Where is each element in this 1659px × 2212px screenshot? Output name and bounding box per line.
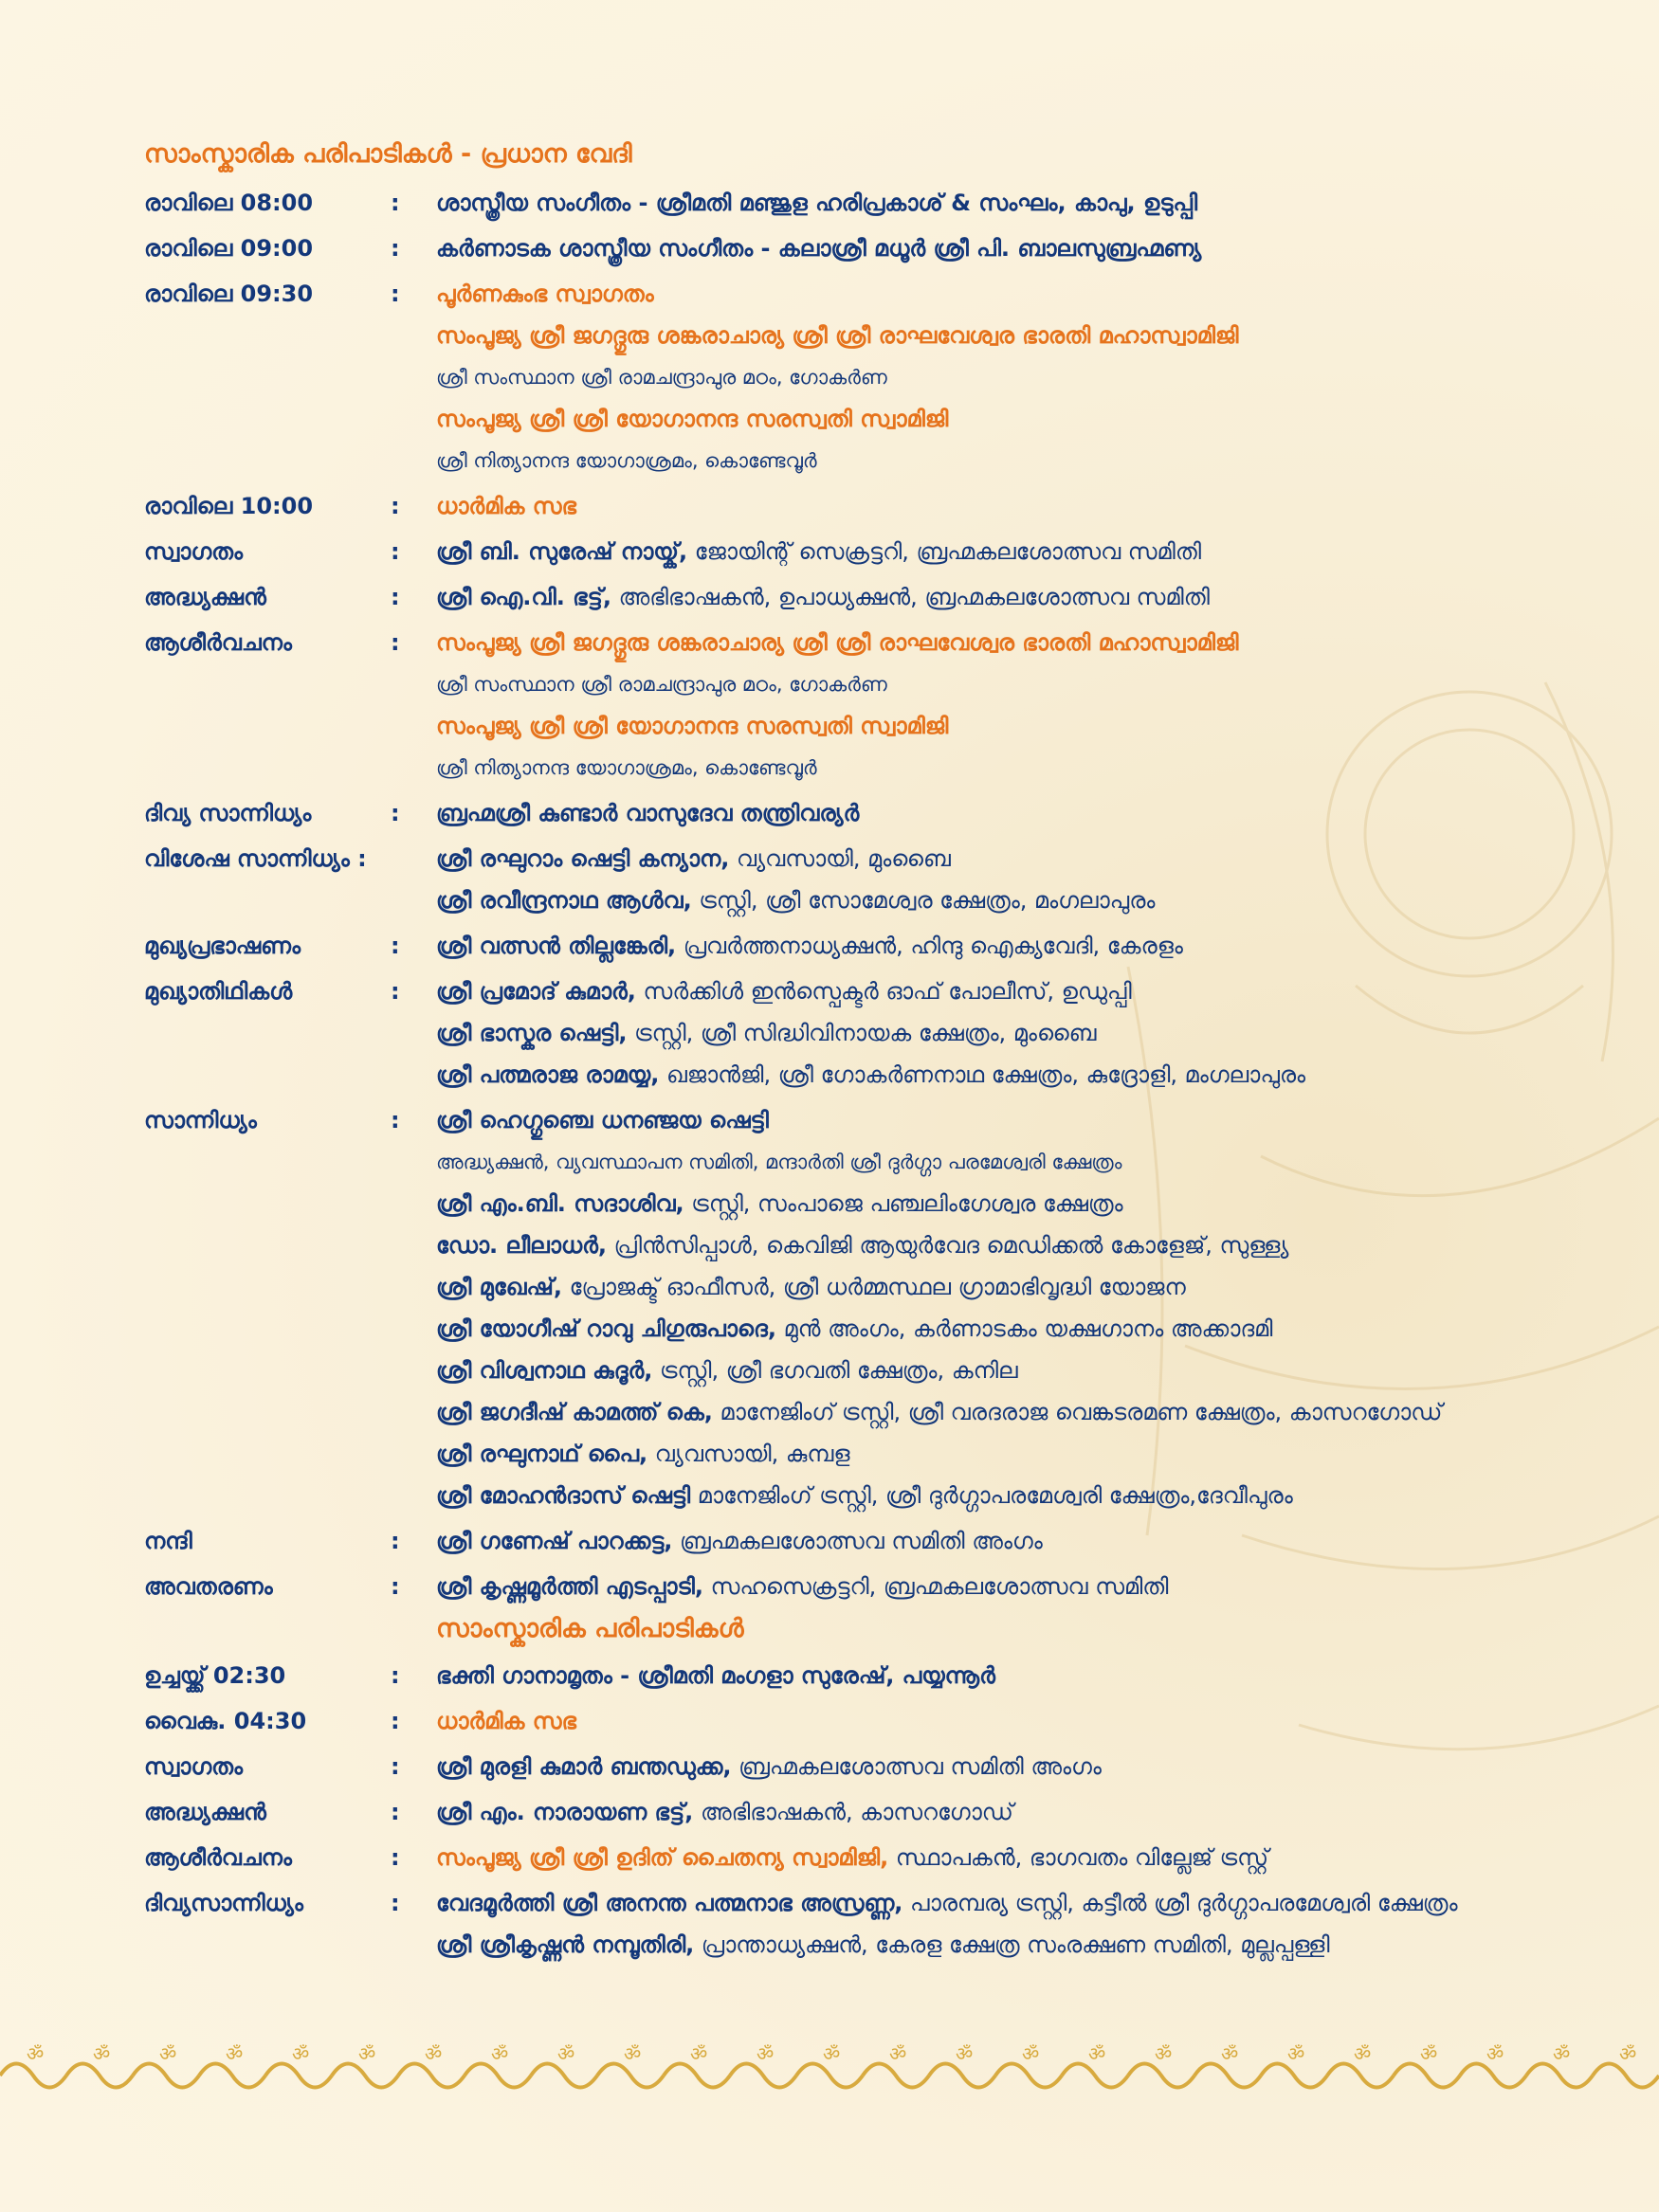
section-heading: സാംസ്കാരിക പരിപാടികൾ - പ്രധാന വേദി xyxy=(144,139,632,169)
line-name: ശ്രീ ബി. സുരേഷ് നായ്ക്, xyxy=(436,538,688,565)
row-line xyxy=(436,485,1547,527)
row-separator: : xyxy=(391,1573,400,1600)
schedule-row xyxy=(144,622,1547,789)
row-content xyxy=(436,1520,1547,1562)
schedule-row xyxy=(144,273,1547,481)
row-line xyxy=(436,356,1547,398)
om-symbol-icon: ॐ xyxy=(956,2042,974,2065)
row-line xyxy=(436,1655,1547,1696)
line-name: ശ്രീ മോഹൻദാസ് ഷെട്ടി xyxy=(436,1482,691,1509)
row-separator: : xyxy=(391,933,400,959)
row-line xyxy=(436,273,1547,315)
row-label: ആശീർവചനം xyxy=(144,1844,292,1871)
row-separator: : xyxy=(391,629,400,656)
line-detail: പ്രോജക്ട് ഓഫീസർ, ശ്രീ ധർമ്മസ്ഥല ഗ്രാമാഭിവൃദ്ധി യോജന xyxy=(562,1274,1186,1300)
line-detail: അഭിഭാഷകൻ, ഉപാധ്യക്ഷൻ, ബ്രഹ്മകലശോത്സവ സമിതി xyxy=(611,584,1210,610)
border-wave xyxy=(199,2064,265,2088)
line-name: സംപൂജ്യ ശ്രീ ശ്രീ ഉദിത് ചൈതന്യ സ്വാമിജി, xyxy=(436,1844,889,1871)
om-symbol-icon: ॐ xyxy=(1287,2042,1305,2065)
line-detail: ബ്രഹ്മകലശോത്സവ സമിതി അംഗം xyxy=(672,1528,1043,1554)
row-line xyxy=(436,182,1547,224)
om-symbol-icon: ॐ xyxy=(823,2042,841,2065)
row-line xyxy=(436,792,1547,834)
row-line xyxy=(436,1566,1547,1607)
schedule-row xyxy=(144,1099,1547,1516)
om-symbol-icon: ॐ xyxy=(159,2042,177,2065)
schedule-row xyxy=(144,1700,1547,1742)
line-name: ഭക്തി ഗാനാമൃതം - ശ്രീമതി മംഗളാ സുരേഷ്, പയ്യന്നൂർ xyxy=(436,1662,995,1689)
line-detail: മുൻ അംഗം, കർണാടകം യക്ഷഗാനം അക്കാദമി xyxy=(775,1315,1273,1342)
row-label: രാവിലെ 08:00 xyxy=(144,190,314,216)
border-wave xyxy=(1062,2064,1128,2088)
line-name: ശ്രീ വിശ്വനാഥ കുദൂർ, xyxy=(436,1357,653,1384)
row-content xyxy=(436,1099,1547,1516)
line-name: ശ്രീ രവീന്ദ്രനാഥ ആൾവ, xyxy=(436,887,692,914)
border-wave xyxy=(730,2064,796,2088)
line-name: ശ്രീ രഘുറാം ഷെട്ടി കന്യാന, xyxy=(436,845,730,872)
decorative-om-border xyxy=(0,2038,1659,2094)
line-name: ശ്രീ ജഗദീഷ് കാമത്ത് കെ, xyxy=(436,1399,713,1425)
border-wave xyxy=(796,2064,863,2088)
om-symbol-icon: ॐ xyxy=(1553,2042,1571,2065)
line-detail: ശ്രീ സംസ്ഥാന ശ്രീ രാമചന്ദ്രാപുര മഠം, ഗോകർണ xyxy=(436,366,887,389)
border-wave xyxy=(929,2064,995,2088)
row-line xyxy=(436,1350,1547,1391)
row-separator: : xyxy=(391,800,400,826)
row-line xyxy=(436,1391,1547,1433)
line-name: ശ്രീ എം. നാരായണ ഭട്ട്, xyxy=(436,1799,694,1825)
row-line xyxy=(436,970,1547,1012)
om-symbol-icon: ॐ xyxy=(1619,2042,1637,2065)
om-symbol-icon: ॐ xyxy=(1022,2042,1040,2065)
row-line xyxy=(436,879,1547,921)
row-label: സാന്നിധ്യം xyxy=(144,1107,257,1133)
line-name: ശ്രീ പത്മരാജ രാമയ്യ, xyxy=(436,1061,660,1088)
line-name: വേദമൂർത്തി ശ്രീ അനന്ത പത്മനാഭ അസ്രണ്ണ, xyxy=(436,1890,903,1916)
schedule-row xyxy=(144,576,1547,618)
om-symbol-icon: ॐ xyxy=(1221,2042,1239,2065)
om-symbol-icon: ॐ xyxy=(491,2042,509,2065)
border-wave xyxy=(1261,2064,1327,2088)
line-detail: ട്രസ്റ്റി, ശ്രീ ഭഗവതി ക്ഷേത്രം, കനില xyxy=(652,1357,1018,1384)
line-name: ശ്രീ ഗണേഷ് പാറക്കട്ട, xyxy=(436,1528,673,1554)
row-content xyxy=(436,227,1547,269)
row-separator: : xyxy=(391,1844,400,1871)
row-separator: : xyxy=(391,1662,400,1689)
row-label: അദ്ധ്യക്ഷൻ xyxy=(144,1799,266,1825)
row-label: സ്വാഗതം xyxy=(144,538,244,565)
row-label: മുഖ്യപ്രഭാഷണം xyxy=(144,933,301,959)
border-wave xyxy=(995,2064,1062,2088)
line-detail: പ്രിൻസിപ്പാൾ, കെവിജി ആയുർവേദ മെഡിക്കൽ കോളേജ്, സുള്ള്യ xyxy=(607,1232,1289,1259)
row-label: ദിവ്യ സാന്നിധ്യം xyxy=(144,800,312,826)
border-wave xyxy=(66,2064,133,2088)
row-line xyxy=(436,1183,1547,1224)
schedule-row xyxy=(144,1520,1547,1562)
row-separator: : xyxy=(391,1890,400,1916)
line-name: ശ്രീ പ്രമോദ് കുമാർ, xyxy=(436,978,636,1005)
row-separator: : xyxy=(391,1107,400,1133)
row-content xyxy=(436,485,1547,527)
row-content xyxy=(436,1746,1547,1787)
line-detail: ശ്രീ സംസ്ഥാന ശ്രീ രാമചന്ദ്രാപുര മഠം, ഗോകർണ xyxy=(436,673,887,696)
border-wave xyxy=(1460,2064,1526,2088)
schedule-row xyxy=(144,1837,1547,1878)
line-name: ശ്രീ കൃഷ്ണമൂർത്തി എടപ്പാടി, xyxy=(436,1573,703,1600)
om-symbol-icon: ॐ xyxy=(358,2042,376,2065)
border-wave xyxy=(465,2064,531,2088)
row-line xyxy=(436,1700,1547,1742)
line-name: സംപൂജ്യ ശ്രീ ശ്രീ യോഗാനന്ദ സരസ്വതി സ്വാമിജി xyxy=(436,406,949,432)
line-name: ശാസ്ത്രീയ സംഗീതം - ശ്രീമതി മഞ്ജുള ഹരിപ്രകാശ് & സംഘം, കാപു, ഉടുപ്പി xyxy=(436,190,1198,216)
border-wave xyxy=(597,2064,664,2088)
row-content xyxy=(436,970,1547,1096)
row-label: വിശേഷ സാന്നിധ്യം : xyxy=(144,845,367,872)
line-name: ശ്രീ മുഖേഷ്, xyxy=(436,1274,563,1300)
row-separator: : xyxy=(391,493,400,519)
om-symbol-icon: ॐ xyxy=(226,2042,244,2065)
row-label: അവതരണം xyxy=(144,1573,273,1600)
row-line xyxy=(436,1791,1547,1833)
row-line xyxy=(436,747,1547,789)
row-line xyxy=(436,838,1547,879)
line-detail: സ്ഥാപകൻ, ഭാഗവതം വില്ലേജ് ട്രസ്റ്റ് xyxy=(888,1844,1269,1871)
om-symbol-icon: ॐ xyxy=(624,2042,642,2065)
border-wave xyxy=(0,2064,66,2088)
line-detail: പാരമ്പര്യ ട്രസ്റ്റി, കട്ടീൽ ശ്രീ ദുർഗ്ഗാപരമേശ്വരി ക്ഷേത്രം xyxy=(902,1890,1458,1916)
row-label: ദിവ്യസാന്നിധ്യം xyxy=(144,1890,303,1916)
row-separator: : xyxy=(391,1528,400,1554)
border-wave xyxy=(863,2064,929,2088)
line-detail: ട്രസ്റ്റി, ശ്രീ സോമേശ്വര ക്ഷേത്രം, മംഗലാപുരം xyxy=(691,887,1156,914)
border-wave xyxy=(1194,2064,1261,2088)
row-content xyxy=(436,622,1547,789)
row-content xyxy=(436,1655,1547,1696)
line-name: ശ്രീ വത്സൻ തില്ലങ്കേരി, xyxy=(436,933,677,959)
row-line xyxy=(436,1520,1547,1562)
row-line xyxy=(436,440,1547,481)
line-name: ശ്രീ രഘുനാഥ് പൈ, xyxy=(436,1441,648,1467)
line-name: ശ്രീ ഐ.വി. ഭട്ട്, xyxy=(436,584,611,610)
row-line xyxy=(436,1308,1547,1350)
row-content xyxy=(436,576,1547,618)
row-separator: : xyxy=(391,584,400,610)
row-label: അദ്ധ്യക്ഷൻ xyxy=(144,584,266,610)
row-line xyxy=(436,705,1547,747)
row-content xyxy=(436,531,1547,572)
line-detail: ബ്രഹ്മകലശോത്സവ സമിതി അംഗം xyxy=(731,1753,1102,1780)
schedule-row xyxy=(144,531,1547,572)
row-line xyxy=(436,925,1547,967)
section-subheading: സാംസ്കാരിക പരിപാടികൾ xyxy=(436,1614,744,1643)
border-wave xyxy=(1327,2064,1394,2088)
schedule-row xyxy=(144,227,1547,269)
line-detail: വ്യവസായി, കുമ്പള xyxy=(647,1441,850,1467)
schedule-row xyxy=(144,1566,1547,1607)
row-line xyxy=(436,576,1547,618)
row-separator: : xyxy=(391,190,400,216)
line-name: പൂർണകുംഭ സ്വാഗതം xyxy=(436,281,654,307)
line-name: കർണാടക ശാസ്ത്രീയ സംഗീതം - കലാശ്രീ മധൂർ ശ്രീ പി. ബാലസുബ്രഹ്മണ്യ xyxy=(436,235,1202,262)
om-symbol-icon: ॐ xyxy=(425,2042,443,2065)
line-detail: അഭിഭാഷകൻ, കാസറഗോഡ് xyxy=(693,1799,1013,1825)
row-line xyxy=(436,1141,1547,1183)
row-content xyxy=(436,1791,1547,1833)
line-detail: അദ്ധ്യക്ഷൻ, വ്യവസ്ഥാപന സമിതി, മന്ദാർതി ശ്രീ ദുർഗ്ഗാ പരമേശ്വരി ക്ഷേത്രം xyxy=(436,1151,1122,1173)
border-wave xyxy=(265,2064,332,2088)
schedule-row xyxy=(144,970,1547,1096)
border-wave xyxy=(1128,2064,1194,2088)
row-line xyxy=(436,315,1547,356)
line-detail: വ്യവസായി, മുംബൈ xyxy=(729,845,951,872)
row-line xyxy=(436,1266,1547,1308)
schedule-rows-afternoon xyxy=(144,1655,1547,1966)
row-separator: : xyxy=(391,1708,400,1734)
row-label: രാവിലെ 10:00 xyxy=(144,493,314,519)
row-line xyxy=(436,398,1547,440)
row-separator: : xyxy=(391,281,400,307)
schedule-row xyxy=(144,182,1547,224)
row-content xyxy=(436,182,1547,224)
row-label: ആശീർവചനം xyxy=(144,629,292,656)
om-symbol-icon: ॐ xyxy=(757,2042,775,2065)
om-symbol-icon: ॐ xyxy=(889,2042,907,2065)
om-symbol-icon: ॐ xyxy=(557,2042,575,2065)
row-line xyxy=(436,1746,1547,1787)
program-schedule xyxy=(144,133,1547,1966)
row-label: മുഖ്യാതിഥികൾ xyxy=(144,978,293,1005)
row-line xyxy=(436,1099,1547,1141)
row-line xyxy=(436,1837,1547,1878)
line-name: ശ്രീ ശ്രീകൃഷ്ണൻ നമ്പൂതിരി, xyxy=(436,1931,695,1958)
om-symbol-icon: ॐ xyxy=(1354,2042,1372,2065)
border-wave xyxy=(398,2064,465,2088)
line-name: ധാർമിക സഭ xyxy=(436,1708,577,1734)
row-line xyxy=(436,1433,1547,1475)
row-content xyxy=(436,273,1547,481)
row-label: വൈകു. 04:30 xyxy=(144,1708,307,1734)
row-content xyxy=(436,838,1547,921)
om-symbol-icon: ॐ xyxy=(1486,2042,1504,2065)
line-name: ശ്രീ ഹെഗ്ഗുഞ്ചെ ധനഞ്ജയ ഷെട്ടി xyxy=(436,1107,769,1133)
schedule-row xyxy=(144,485,1547,527)
border-wave xyxy=(531,2064,597,2088)
row-line xyxy=(436,1924,1547,1966)
line-name: സംപൂജ്യ ശ്രീ ജഗദ്ഗുരു ശങ്കരാചാര്യ ശ്രീ ശ്രീ രാഘവേശ്വര ഭാരതി മഹാസ്വാമിജി xyxy=(436,322,1239,349)
line-name: സംപൂജ്യ ശ്രീ ജഗദ്ഗുരു ശങ്കരാചാര്യ ശ്രീ ശ്രീ രാഘവേശ്വര ഭാരതി മഹാസ്വാമിജി xyxy=(436,629,1239,656)
row-line xyxy=(436,1475,1547,1516)
row-label: രാവിലെ 09:30 xyxy=(144,281,314,307)
line-detail: സർക്കിൾ ഇൻസ്പെക്ടർ ഓഫ് പോലീസ്, ഉഡുപ്പി xyxy=(635,978,1132,1005)
border-wave xyxy=(1394,2064,1460,2088)
line-name: ധാർമിക സഭ xyxy=(436,493,577,519)
line-detail: പ്രവർത്തനാധ്യക്ഷൻ, ഹിന്ദു ഐക്യവേദി, കേരളം xyxy=(676,933,1183,959)
line-detail: മാനേജിംഗ് ട്രസ്റ്റി, ശ്രീ ദുർഗ്ഗാപരമേശ്വരി ക്ഷേത്രം,ദേവീപുരം xyxy=(690,1482,1293,1509)
line-detail: സഹസെക്രട്ടറി, ബ്രഹ്മകലശോത്സവ സമിതി xyxy=(702,1573,1169,1600)
line-detail: പ്രാന്താധ്യക്ഷൻ, കേരള ക്ഷേത്ര സംരക്ഷണ സമിതി, മുല്ലപ്പള്ളി xyxy=(694,1931,1330,1958)
line-name: ശ്രീ ഭാസ്കര ഷെട്ടി, xyxy=(436,1020,628,1046)
om-symbol-icon: ॐ xyxy=(1420,2042,1438,2065)
om-symbol-icon: ॐ xyxy=(292,2042,310,2065)
om-symbol-icon: ॐ xyxy=(1088,2042,1106,2065)
line-name: ശ്രീ യോഗീഷ് റാവു ചിഗുരുപാദെ, xyxy=(436,1315,776,1342)
om-symbol-icon: ॐ xyxy=(690,2042,708,2065)
schedule-row xyxy=(144,1746,1547,1787)
border-wave xyxy=(332,2064,398,2088)
row-label: രാവിലെ 09:00 xyxy=(144,235,314,262)
line-name: സംപൂജ്യ ശ്രീ ശ്രീ യോഗാനന്ദ സരസ്വതി സ്വാമിജി xyxy=(436,713,949,739)
line-detail: ജോയിന്റ് സെക്രട്ടറി, ബ്രഹ്മകലശോത്സവ സമിതി xyxy=(687,538,1202,565)
row-label: ഉച്ചയ്ക്ക് 02:30 xyxy=(144,1662,286,1689)
row-content xyxy=(436,1700,1547,1742)
row-separator: : xyxy=(391,1799,400,1825)
row-content xyxy=(436,1566,1547,1607)
schedule-rows-main xyxy=(144,182,1547,1607)
row-separator: : xyxy=(391,538,400,565)
om-symbol-icon: ॐ xyxy=(93,2042,111,2065)
row-content xyxy=(436,925,1547,967)
row-line xyxy=(436,1224,1547,1266)
line-detail: ശ്രീ നിത്യാനന്ദ യോഗാശ്രമം, കൊണ്ടേവൂർ xyxy=(436,449,817,472)
row-content xyxy=(436,1837,1547,1878)
row-content xyxy=(436,1882,1547,1966)
border-wave xyxy=(133,2064,199,2088)
om-symbol-icon: ॐ xyxy=(1155,2042,1173,2065)
border-wave xyxy=(664,2064,730,2088)
border-wave xyxy=(1593,2064,1659,2088)
row-line xyxy=(436,1882,1547,1924)
schedule-row xyxy=(144,1882,1547,1966)
row-line xyxy=(436,531,1547,572)
row-line xyxy=(436,1054,1547,1096)
schedule-row xyxy=(144,792,1547,834)
schedule-row xyxy=(144,1655,1547,1696)
line-name: ബ്രഹ്മശ്രീ കുണ്ടാർ വാസുദേവ തന്ത്രിവര്യർ xyxy=(436,800,860,826)
schedule-row xyxy=(144,925,1547,967)
line-name: ശ്രീ മുരളി കുമാർ ബന്തഡുക്ക, xyxy=(436,1753,732,1780)
line-detail: ട്രസ്റ്റി, ശ്രീ സിദ്ധിവിനായക ക്ഷേത്രം, മുംബൈ xyxy=(627,1020,1097,1046)
row-line xyxy=(436,1012,1547,1054)
line-name: ശ്രീ എം.ബി. സദാശിവ, xyxy=(436,1190,684,1217)
line-detail: ട്രസ്റ്റി, സംപാജെ പഞ്ചലിംഗേശ്വര ക്ഷേത്രം xyxy=(684,1190,1123,1217)
row-separator: : xyxy=(391,235,400,262)
row-label: സ്വാഗതം xyxy=(144,1753,244,1780)
line-detail: മാനേജിംഗ് ട്രസ്റ്റി, ശ്രീ വരദരാജ വെങ്കടരമണ ക്ഷേത്രം, കാസറഗോഡ് xyxy=(712,1399,1443,1425)
line-name: ഡോ. ലീലാധർ, xyxy=(436,1232,608,1259)
row-line xyxy=(436,227,1547,269)
line-detail: ശ്രീ നിത്യാനന്ദ യോഗാശ്രമം, കൊണ്ടേവൂർ xyxy=(436,756,817,779)
row-label: നന്ദി xyxy=(144,1528,192,1554)
row-line xyxy=(436,663,1547,705)
row-separator: : xyxy=(391,978,400,1005)
schedule-row xyxy=(144,838,1547,921)
row-line xyxy=(436,622,1547,663)
schedule-row xyxy=(144,1791,1547,1833)
row-separator: : xyxy=(391,1753,400,1780)
row-content xyxy=(436,792,1547,834)
border-wave xyxy=(1526,2064,1593,2088)
line-detail: ഖജാൻജി, ശ്രീ ഗോകർണനാഥ ക്ഷേത്രം, കുദ്രോളി, മംഗലാപുരം xyxy=(659,1061,1306,1088)
om-symbol-icon: ॐ xyxy=(27,2042,45,2065)
